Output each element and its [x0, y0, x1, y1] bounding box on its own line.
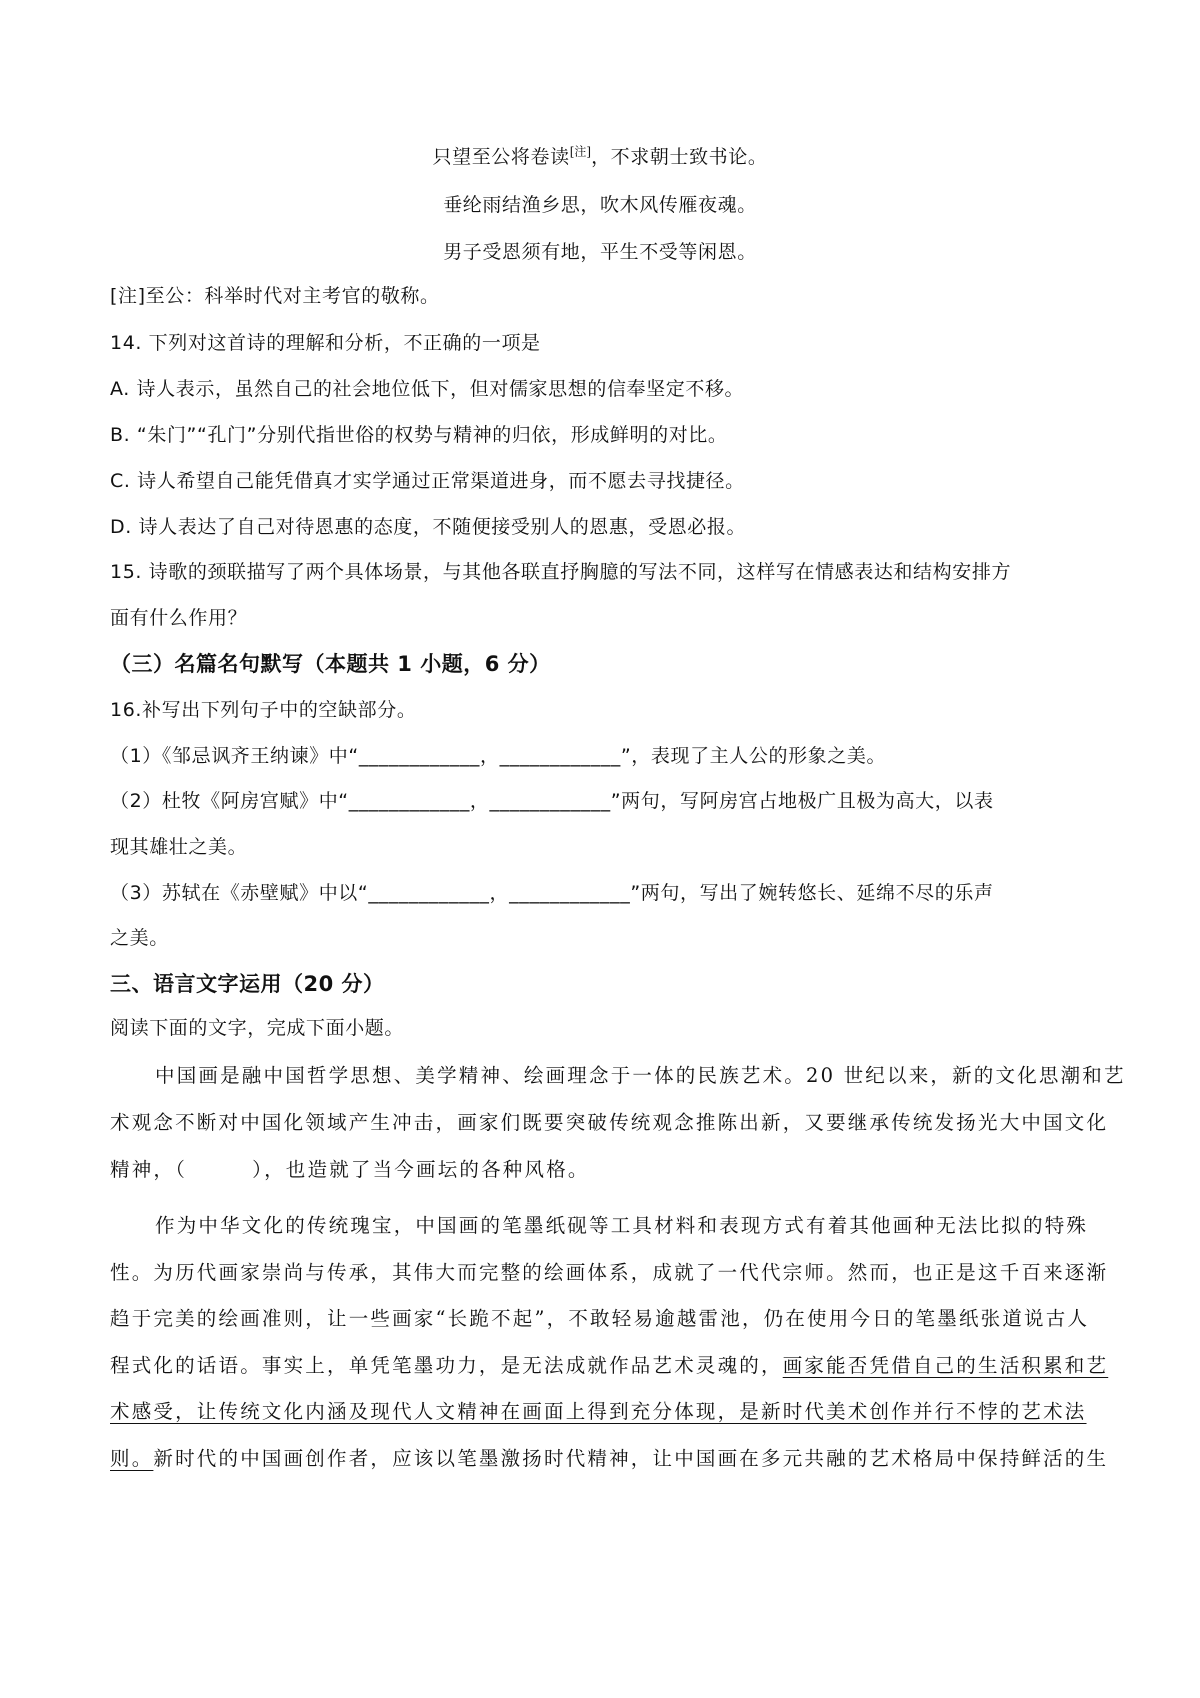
- passage-p2-line-4-text: 程式化的话语。事实上，单凭笔墨功力，是无法成就作品艺术灵魂的，: [110, 1354, 783, 1377]
- question-16-item-3-line-1: （3）苏轼在《赤壁赋》中以“____________，____________”两句，写出了婉转悠长、延绵不尽的乐声: [110, 882, 994, 904]
- passage-p1-line-2: 术观念不断对中国化领域产生冲击，画家们既要突破传统观念推陈出新，又要继承传统发扬光大中国文化: [110, 1111, 1109, 1134]
- poem-annotation: [注]至公：科举时代对主考官的敬称。: [110, 285, 440, 307]
- question-14-option-a: A. 诗人表示，虽然自己的社会地位低下，但对儒家思想的信奉坚定不移。: [110, 378, 745, 400]
- reading-instruction: 阅读下面的文字，完成下面小题。: [110, 1017, 405, 1039]
- poem-line-1: [0, 142, 1200, 169]
- poem-line-3: 男子受恩须有地，平生不受等闲恩。: [443, 241, 757, 263]
- question-15-line-1: 15. 诗歌的颈联描写了两个具体场景，与其他各联直抒胸臆的写法不同，这样写在情感表达和结构安排方: [110, 561, 1012, 583]
- question-16-item-1: （1）《邹忌讽齐王纳谏》中“____________，____________”，表现了主人公的形象之美。: [110, 745, 887, 767]
- passage-p2-line-5: [110, 1396, 1087, 1424]
- part-3-heading: 三、语言文字运用（20 分）: [110, 972, 385, 996]
- passage-p2-line-1: 作为中华文化的传统瑰宝，中国画的笔墨纸砚等工具材料和表现方式有着其他画种无法比拟的特殊: [155, 1214, 1089, 1237]
- poem-line-1-text-b: ，不求朝士致书论。: [591, 146, 768, 168]
- passage-p2-line-3: 趋于完美的绘画准则，让一些画家“长跪不起”，不敢轻易逾越雷池，仍在使用今日的笔墨纸张道说古人: [110, 1307, 1090, 1330]
- poem-note-mark: [注]: [569, 144, 592, 159]
- question-14-option-b: B. “朱门”“孔门”分别代指世俗的权势与精神的归依，形成鲜明的对比。: [110, 424, 728, 446]
- section-3-heading: （三）名篇名句默写（本题共 1 小题，6 分）: [110, 652, 551, 676]
- poem-line-2: 垂纶雨结渔乡思，吹木风传雁夜魂。: [443, 194, 757, 216]
- poem-line-1-text-a: 只望至公将卷读: [432, 146, 570, 168]
- passage-p2-line-6: [110, 1443, 1108, 1471]
- question-15-line-2: 面有什么作用？: [110, 607, 248, 629]
- passage-p1-line-1: 中国画是融中国哲学思想、美学精神、绘画理念于一体的民族艺术。20 世纪以来，新的文化思潮和艺: [155, 1064, 1126, 1087]
- question-14-stem: 14. 下列对这首诗的理解和分析，不正确的一项是: [110, 332, 541, 354]
- underlined-sentence-part-2: 术感受，让传统文化内涵及现代人文精神在画面上得到充分体现，是新时代美术创作并行不悖的艺术法: [110, 1400, 1087, 1423]
- passage-p2-line-4: [110, 1350, 1108, 1378]
- question-16-stem: 16.补写出下列句子中的空缺部分。: [110, 699, 417, 721]
- question-16-item-2-line-1: （2）杜牧《阿房宫赋》中“____________，____________”两句，写阿房宫占地极广且极为高大，以表: [110, 790, 994, 812]
- underlined-sentence-part-3: 则。: [110, 1447, 154, 1470]
- passage-p2-line-2: 性。为历代画家崇尚与传承，其伟大而完整的绘画体系，成就了一代代宗师。然而，也正是这千百来逐渐: [110, 1261, 1109, 1284]
- question-16-item-2-line-2: 现其雄壮之美。: [110, 836, 248, 858]
- underlined-sentence-part-1: 画家能否凭借自己的生活积累和艺: [782, 1354, 1109, 1377]
- question-16-item-3-line-2: 之美。: [110, 927, 169, 949]
- passage-p2-line-6-text: 新时代的中国画创作者，应该以笔墨激扬时代精神，让中国画在多元共融的艺术格局中保持鲜活的生: [153, 1447, 1109, 1470]
- question-14-option-d: D. 诗人表达了自己对待恩惠的态度，不随便接受别人的恩惠，受恩必报。: [110, 516, 747, 538]
- passage-p1-line-3: 精神，（ ），也造就了当今画坛的各种风格。: [110, 1158, 590, 1181]
- question-14-option-c: C. 诗人希望自己能凭借真才实学通过正常渠道进身，而不愿去寻找捷径。: [110, 470, 745, 492]
